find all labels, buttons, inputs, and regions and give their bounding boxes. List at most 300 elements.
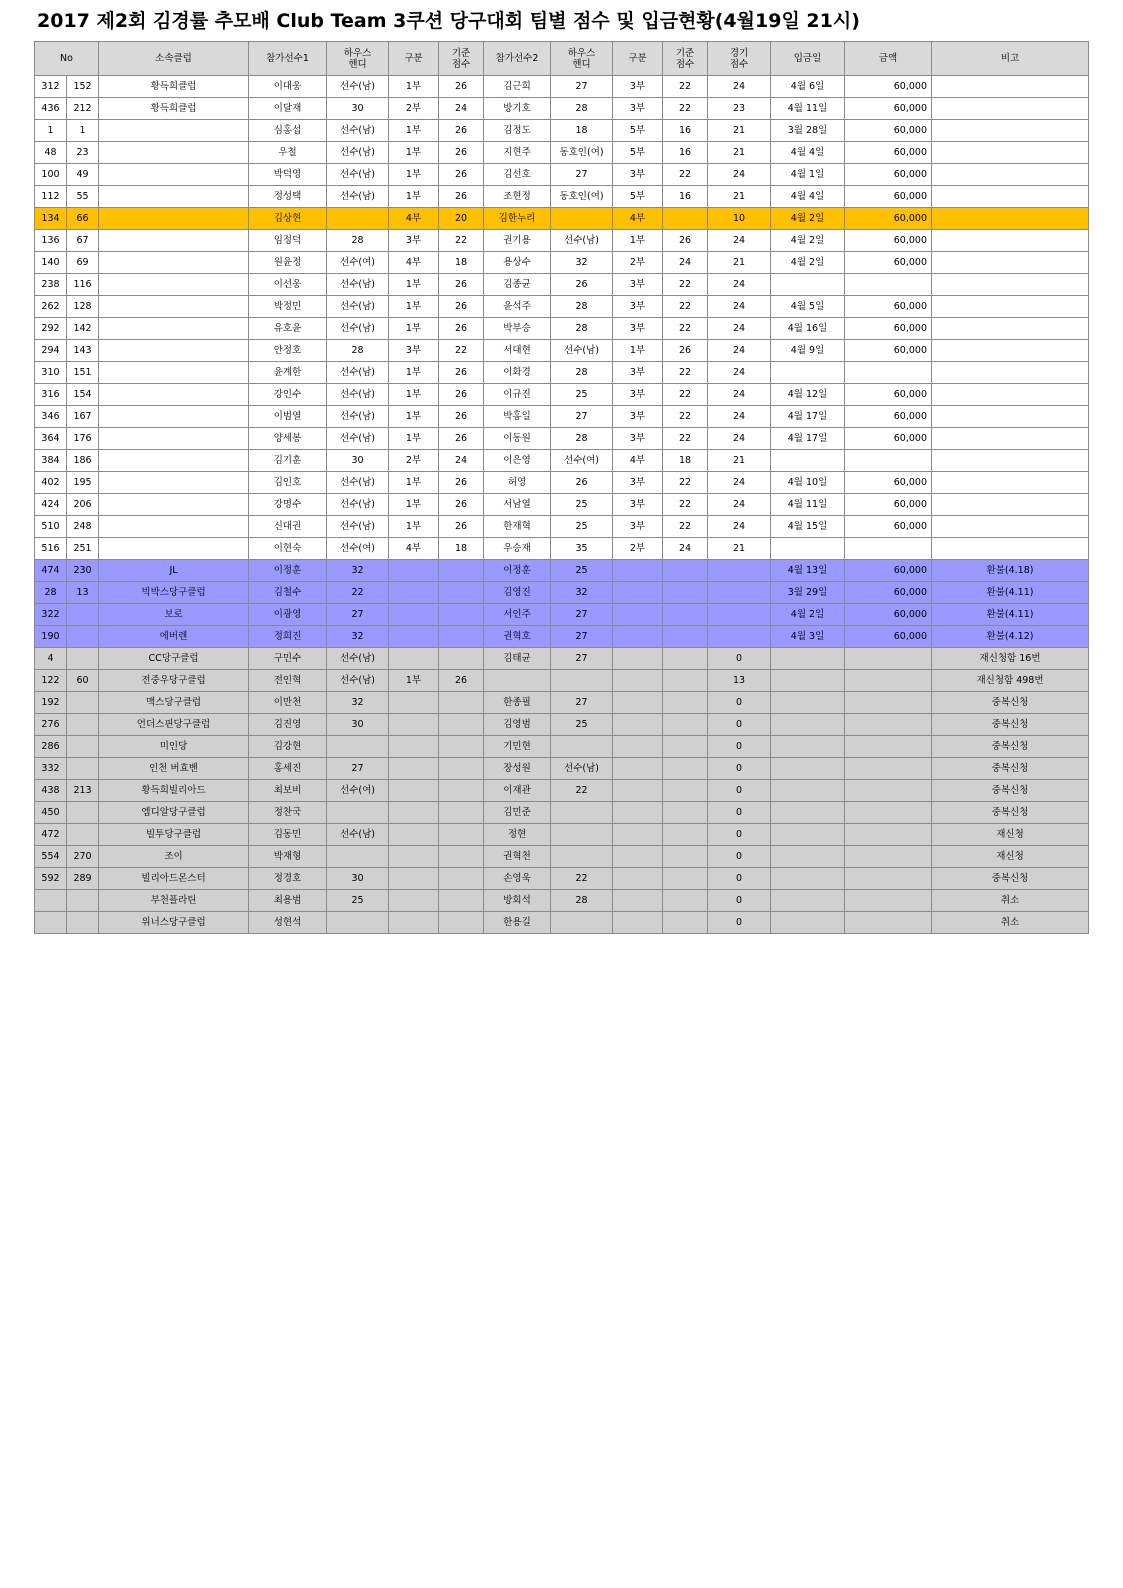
- cell-amount: 60,000: [845, 384, 932, 406]
- cell-base1: [439, 890, 484, 912]
- cell-seq: [67, 736, 99, 758]
- cell-seq: [67, 604, 99, 626]
- cell-div2: [613, 912, 663, 934]
- cell-seq: 60: [67, 670, 99, 692]
- cell-base2: 16: [663, 142, 708, 164]
- cell-player1: 김철수: [249, 582, 327, 604]
- cell-div2: [613, 582, 663, 604]
- header-no: No: [35, 42, 99, 76]
- cell-seq: 13: [67, 582, 99, 604]
- table-row: [35, 604, 1089, 626]
- cell-no: 450: [35, 802, 67, 824]
- cell-div2: [613, 648, 663, 670]
- cell-note: [932, 98, 1089, 120]
- cell-player2: 용상수: [484, 252, 551, 274]
- cell-base2: [663, 648, 708, 670]
- cell-club: 빅박스당구클럽: [99, 582, 249, 604]
- cell-div2: 5부: [613, 120, 663, 142]
- cell-note: 중복신청: [932, 736, 1089, 758]
- cell-note: [932, 252, 1089, 274]
- cell-player2: 이동원: [484, 428, 551, 450]
- cell-handi2: 27: [551, 692, 613, 714]
- cell-handi1: [327, 846, 389, 868]
- cell-div1: 1부: [389, 428, 439, 450]
- cell-no: 4: [35, 648, 67, 670]
- cell-player2: 권혁호: [484, 626, 551, 648]
- cell-seq: 152: [67, 76, 99, 98]
- cell-player1: 성현석: [249, 912, 327, 934]
- cell-game: 0: [708, 824, 771, 846]
- cell-base1: [439, 868, 484, 890]
- cell-base2: [663, 890, 708, 912]
- cell-base2: 26: [663, 340, 708, 362]
- cell-player1: 강명수: [249, 494, 327, 516]
- cell-club: [99, 362, 249, 384]
- cell-handi1: 선수(남): [327, 428, 389, 450]
- table-row: [35, 780, 1089, 802]
- cell-player1: 이광영: [249, 604, 327, 626]
- cell-handi2: 22: [551, 868, 613, 890]
- cell-note: [932, 450, 1089, 472]
- cell-date: 4월 2일: [771, 208, 845, 230]
- cell-player2: 지현주: [484, 142, 551, 164]
- cell-player2: 김한누리: [484, 208, 551, 230]
- cell-date: [771, 802, 845, 824]
- cell-no: 310: [35, 362, 67, 384]
- cell-player1: 김강현: [249, 736, 327, 758]
- cell-note: 환불(4.18): [932, 560, 1089, 582]
- page-title: 2017 제2회 김경률 추모배 Club Team 3쿠션 당구대회 팀별 점수 및 입금현황(4월19일 21시): [37, 10, 860, 32]
- cell-base2: 26: [663, 230, 708, 252]
- cell-handi2: 28: [551, 318, 613, 340]
- cell-base2: 24: [663, 538, 708, 560]
- cell-game: 24: [708, 274, 771, 296]
- cell-base1: [439, 692, 484, 714]
- cell-amount: [845, 736, 932, 758]
- cell-base1: [439, 912, 484, 934]
- cell-handi2: 32: [551, 252, 613, 274]
- header-amount: 금액: [845, 42, 932, 76]
- table-row: [35, 450, 1089, 472]
- cell-note: [932, 120, 1089, 142]
- cell-no: 294: [35, 340, 67, 362]
- cell-handi1: [327, 912, 389, 934]
- table-row: [35, 384, 1089, 406]
- cell-div1: [389, 692, 439, 714]
- cell-div2: [613, 890, 663, 912]
- cell-base2: 18: [663, 450, 708, 472]
- cell-amount: [845, 890, 932, 912]
- cell-date: 4월 5일: [771, 296, 845, 318]
- cell-seq: 213: [67, 780, 99, 802]
- cell-date: [771, 912, 845, 934]
- cell-date: [771, 450, 845, 472]
- cell-base2: 22: [663, 516, 708, 538]
- cell-game: 21: [708, 450, 771, 472]
- cell-base1: [439, 758, 484, 780]
- cell-game: 24: [708, 362, 771, 384]
- header-club: 소속클럽: [99, 42, 249, 76]
- cell-base2: [663, 626, 708, 648]
- cell-game: 0: [708, 802, 771, 824]
- cell-div1: 1부: [389, 670, 439, 692]
- cell-handi2: 선수(남): [551, 230, 613, 252]
- cell-base2: [663, 846, 708, 868]
- cell-handi1: 30: [327, 98, 389, 120]
- table-row: [35, 648, 1089, 670]
- cell-handi2: 28: [551, 98, 613, 120]
- cell-player2: 정현: [484, 824, 551, 846]
- cell-seq: [67, 626, 99, 648]
- cell-div2: 3부: [613, 516, 663, 538]
- cell-handi1: 선수(여): [327, 780, 389, 802]
- cell-div2: 3부: [613, 76, 663, 98]
- cell-div1: [389, 912, 439, 934]
- cell-no: 436: [35, 98, 67, 120]
- cell-game: 24: [708, 76, 771, 98]
- cell-club: [99, 208, 249, 230]
- cell-handi1: 27: [327, 758, 389, 780]
- cell-game: 24: [708, 406, 771, 428]
- cell-player1: 박정민: [249, 296, 327, 318]
- cell-base1: 26: [439, 472, 484, 494]
- cell-note: 재신청함 16번: [932, 648, 1089, 670]
- cell-handi1: 선수(남): [327, 142, 389, 164]
- cell-handi1: 30: [327, 714, 389, 736]
- cell-date: 3월 28일: [771, 120, 845, 142]
- cell-note: [932, 406, 1089, 428]
- table-row: [35, 912, 1089, 934]
- cell-div2: [613, 670, 663, 692]
- cell-date: 4월 2일: [771, 230, 845, 252]
- cell-player2: 장성원: [484, 758, 551, 780]
- cell-div2: 3부: [613, 318, 663, 340]
- cell-player1: 유호윤: [249, 318, 327, 340]
- cell-club: 빌투당구클럽: [99, 824, 249, 846]
- cell-base1: [439, 846, 484, 868]
- cell-base1: 26: [439, 318, 484, 340]
- cell-base1: [439, 714, 484, 736]
- cell-handi1: [327, 802, 389, 824]
- cell-seq: 270: [67, 846, 99, 868]
- cell-base2: [663, 560, 708, 582]
- cell-handi2: 28: [551, 428, 613, 450]
- cell-no: 286: [35, 736, 67, 758]
- cell-player1: 박재형: [249, 846, 327, 868]
- cell-seq: 49: [67, 164, 99, 186]
- cell-div2: 3부: [613, 98, 663, 120]
- cell-player2: 한재혁: [484, 516, 551, 538]
- cell-amount: 60,000: [845, 296, 932, 318]
- cell-player2: [484, 670, 551, 692]
- cell-no: 190: [35, 626, 67, 648]
- cell-amount: [845, 274, 932, 296]
- cell-handi2: 25: [551, 714, 613, 736]
- cell-club: 조이: [99, 846, 249, 868]
- cell-seq: 289: [67, 868, 99, 890]
- cell-player1: 박덕영: [249, 164, 327, 186]
- cell-amount: 60,000: [845, 494, 932, 516]
- cell-div2: 4부: [613, 208, 663, 230]
- cell-base2: 22: [663, 362, 708, 384]
- cell-game: 24: [708, 164, 771, 186]
- cell-game: [708, 582, 771, 604]
- cell-no: 592: [35, 868, 67, 890]
- cell-handi2: 25: [551, 560, 613, 582]
- cell-player2: 이화경: [484, 362, 551, 384]
- cell-date: [771, 824, 845, 846]
- cell-club: [99, 406, 249, 428]
- cell-div1: [389, 824, 439, 846]
- cell-handi1: 32: [327, 626, 389, 648]
- cell-player1: 이선웅: [249, 274, 327, 296]
- cell-club: 위너스당구클럽: [99, 912, 249, 934]
- cell-base1: 24: [439, 98, 484, 120]
- cell-div2: [613, 714, 663, 736]
- cell-amount: [845, 362, 932, 384]
- cell-div2: [613, 824, 663, 846]
- cell-div1: 1부: [389, 318, 439, 340]
- cell-div1: [389, 890, 439, 912]
- cell-amount: [845, 912, 932, 934]
- cell-game: 24: [708, 340, 771, 362]
- cell-amount: 60,000: [845, 406, 932, 428]
- cell-base1: [439, 582, 484, 604]
- cell-handi2: 26: [551, 472, 613, 494]
- cell-date: 4월 9일: [771, 340, 845, 362]
- cell-amount: [845, 692, 932, 714]
- cell-player2: 김영진: [484, 582, 551, 604]
- cell-amount: [845, 824, 932, 846]
- cell-game: 0: [708, 736, 771, 758]
- cell-div1: [389, 560, 439, 582]
- cell-club: 언더스핀당구클럽: [99, 714, 249, 736]
- cell-no: 192: [35, 692, 67, 714]
- cell-handi1: 선수(남): [327, 274, 389, 296]
- cell-amount: [845, 648, 932, 670]
- cell-div1: 1부: [389, 164, 439, 186]
- cell-seq: 230: [67, 560, 99, 582]
- cell-date: 4월 13일: [771, 560, 845, 582]
- cell-note: 중복신청: [932, 780, 1089, 802]
- cell-div2: 3부: [613, 362, 663, 384]
- cell-no: 136: [35, 230, 67, 252]
- cell-club: [99, 450, 249, 472]
- cell-base1: [439, 824, 484, 846]
- cell-base2: 22: [663, 472, 708, 494]
- cell-div1: [389, 648, 439, 670]
- cell-player1: 김진영: [249, 714, 327, 736]
- cell-seq: 151: [67, 362, 99, 384]
- cell-base2: 24: [663, 252, 708, 274]
- cell-no: [35, 890, 67, 912]
- cell-player2: 이은영: [484, 450, 551, 472]
- cell-seq: 116: [67, 274, 99, 296]
- cell-note: 중복신청: [932, 802, 1089, 824]
- cell-player2: 손영욱: [484, 868, 551, 890]
- cell-note: 중복신청: [932, 692, 1089, 714]
- cell-div1: 1부: [389, 186, 439, 208]
- cell-no: 516: [35, 538, 67, 560]
- table-row: [35, 560, 1089, 582]
- header-date: 입금일: [771, 42, 845, 76]
- cell-base2: [663, 692, 708, 714]
- table-row: [35, 340, 1089, 362]
- cell-game: 23: [708, 98, 771, 120]
- table-row: [35, 296, 1089, 318]
- cell-div2: [613, 868, 663, 890]
- cell-player2: 권기용: [484, 230, 551, 252]
- cell-base2: [663, 802, 708, 824]
- cell-handi1: 선수(남): [327, 296, 389, 318]
- cell-note: 중복신청: [932, 868, 1089, 890]
- table-row: [35, 714, 1089, 736]
- cell-note: [932, 318, 1089, 340]
- cell-div1: 1부: [389, 494, 439, 516]
- cell-div2: 3부: [613, 164, 663, 186]
- cell-note: [932, 384, 1089, 406]
- cell-date: [771, 670, 845, 692]
- cell-handi1: 선수(남): [327, 318, 389, 340]
- cell-handi1: 선수(남): [327, 120, 389, 142]
- cell-seq: 186: [67, 450, 99, 472]
- header-div1: 구분: [389, 42, 439, 76]
- cell-handi2: 27: [551, 648, 613, 670]
- cell-handi1: 선수(남): [327, 186, 389, 208]
- cell-handi1: 선수(남): [327, 76, 389, 98]
- cell-club: 부천플라틴: [99, 890, 249, 912]
- table-row: [35, 494, 1089, 516]
- cell-date: [771, 868, 845, 890]
- cell-handi2: 동호인(여): [551, 186, 613, 208]
- table-row: [35, 538, 1089, 560]
- cell-player1: 구민수: [249, 648, 327, 670]
- cell-seq: 176: [67, 428, 99, 450]
- cell-note: 환불(4.12): [932, 626, 1089, 648]
- cell-player2: 서대현: [484, 340, 551, 362]
- cell-div1: 3부: [389, 230, 439, 252]
- cell-amount: [845, 868, 932, 890]
- cell-base2: [663, 670, 708, 692]
- cell-player2: 서인주: [484, 604, 551, 626]
- cell-player2: 이정훈: [484, 560, 551, 582]
- cell-date: [771, 648, 845, 670]
- cell-club: [99, 472, 249, 494]
- cell-handi2: [551, 802, 613, 824]
- cell-no: 402: [35, 472, 67, 494]
- cell-note: 재신청함 498번: [932, 670, 1089, 692]
- cell-base2: [663, 824, 708, 846]
- cell-base2: 22: [663, 384, 708, 406]
- cell-game: 0: [708, 714, 771, 736]
- cell-div1: [389, 780, 439, 802]
- cell-amount: 60,000: [845, 208, 932, 230]
- cell-base1: 26: [439, 76, 484, 98]
- cell-base2: [663, 604, 708, 626]
- cell-club: [99, 318, 249, 340]
- cell-base1: 26: [439, 494, 484, 516]
- header-note: 비고: [932, 42, 1089, 76]
- cell-base1: [439, 604, 484, 626]
- cell-club: [99, 120, 249, 142]
- cell-game: 0: [708, 868, 771, 890]
- cell-div2: 1부: [613, 230, 663, 252]
- cell-div1: 3부: [389, 340, 439, 362]
- cell-player2: 김영범: [484, 714, 551, 736]
- cell-club: JL: [99, 560, 249, 582]
- cell-note: [932, 164, 1089, 186]
- cell-base2: [663, 868, 708, 890]
- cell-game: 21: [708, 186, 771, 208]
- cell-no: 438: [35, 780, 67, 802]
- table-row: [35, 230, 1089, 252]
- cell-base2: 16: [663, 186, 708, 208]
- cell-div1: [389, 604, 439, 626]
- cell-amount: 60,000: [845, 560, 932, 582]
- cell-player2: 박부승: [484, 318, 551, 340]
- cell-player1: 이달재: [249, 98, 327, 120]
- cell-seq: 128: [67, 296, 99, 318]
- cell-note: 재신청: [932, 846, 1089, 868]
- table-row: [35, 472, 1089, 494]
- cell-game: 21: [708, 120, 771, 142]
- table-row: [35, 692, 1089, 714]
- cell-handi2: 동호인(여): [551, 142, 613, 164]
- cell-seq: [67, 758, 99, 780]
- table-row: [35, 428, 1089, 450]
- cell-amount: 60,000: [845, 340, 932, 362]
- cell-base1: [439, 648, 484, 670]
- header-base2: 기준 점수: [663, 42, 708, 76]
- cell-amount: 60,000: [845, 626, 932, 648]
- cell-date: 4월 10일: [771, 472, 845, 494]
- cell-amount: [845, 802, 932, 824]
- cell-seq: 212: [67, 98, 99, 120]
- cell-note: [932, 362, 1089, 384]
- cell-date: [771, 736, 845, 758]
- cell-player1: 안정호: [249, 340, 327, 362]
- cell-div1: [389, 846, 439, 868]
- cell-base2: 22: [663, 76, 708, 98]
- header-player2: 참가선수2: [484, 42, 551, 76]
- cell-div1: [389, 758, 439, 780]
- cell-player2: 방기호: [484, 98, 551, 120]
- cell-game: 24: [708, 428, 771, 450]
- cell-handi2: 28: [551, 890, 613, 912]
- cell-base1: 26: [439, 428, 484, 450]
- table-row: [35, 824, 1089, 846]
- cell-note: [932, 186, 1089, 208]
- cell-player2: 우승재: [484, 538, 551, 560]
- table-row: [35, 186, 1089, 208]
- cell-game: 24: [708, 318, 771, 340]
- cell-div1: [389, 802, 439, 824]
- cell-handi2: [551, 670, 613, 692]
- cell-club: [99, 142, 249, 164]
- cell-handi2: 선수(남): [551, 340, 613, 362]
- cell-player1: 김동민: [249, 824, 327, 846]
- cell-date: 4월 17일: [771, 406, 845, 428]
- cell-player2: 김민준: [484, 802, 551, 824]
- cell-note: 중복신청: [932, 758, 1089, 780]
- cell-game: 0: [708, 758, 771, 780]
- cell-player1: 원윤정: [249, 252, 327, 274]
- cell-base1: 26: [439, 406, 484, 428]
- cell-handi2: 27: [551, 604, 613, 626]
- cell-game: 0: [708, 780, 771, 802]
- cell-div2: [613, 780, 663, 802]
- cell-no: 100: [35, 164, 67, 186]
